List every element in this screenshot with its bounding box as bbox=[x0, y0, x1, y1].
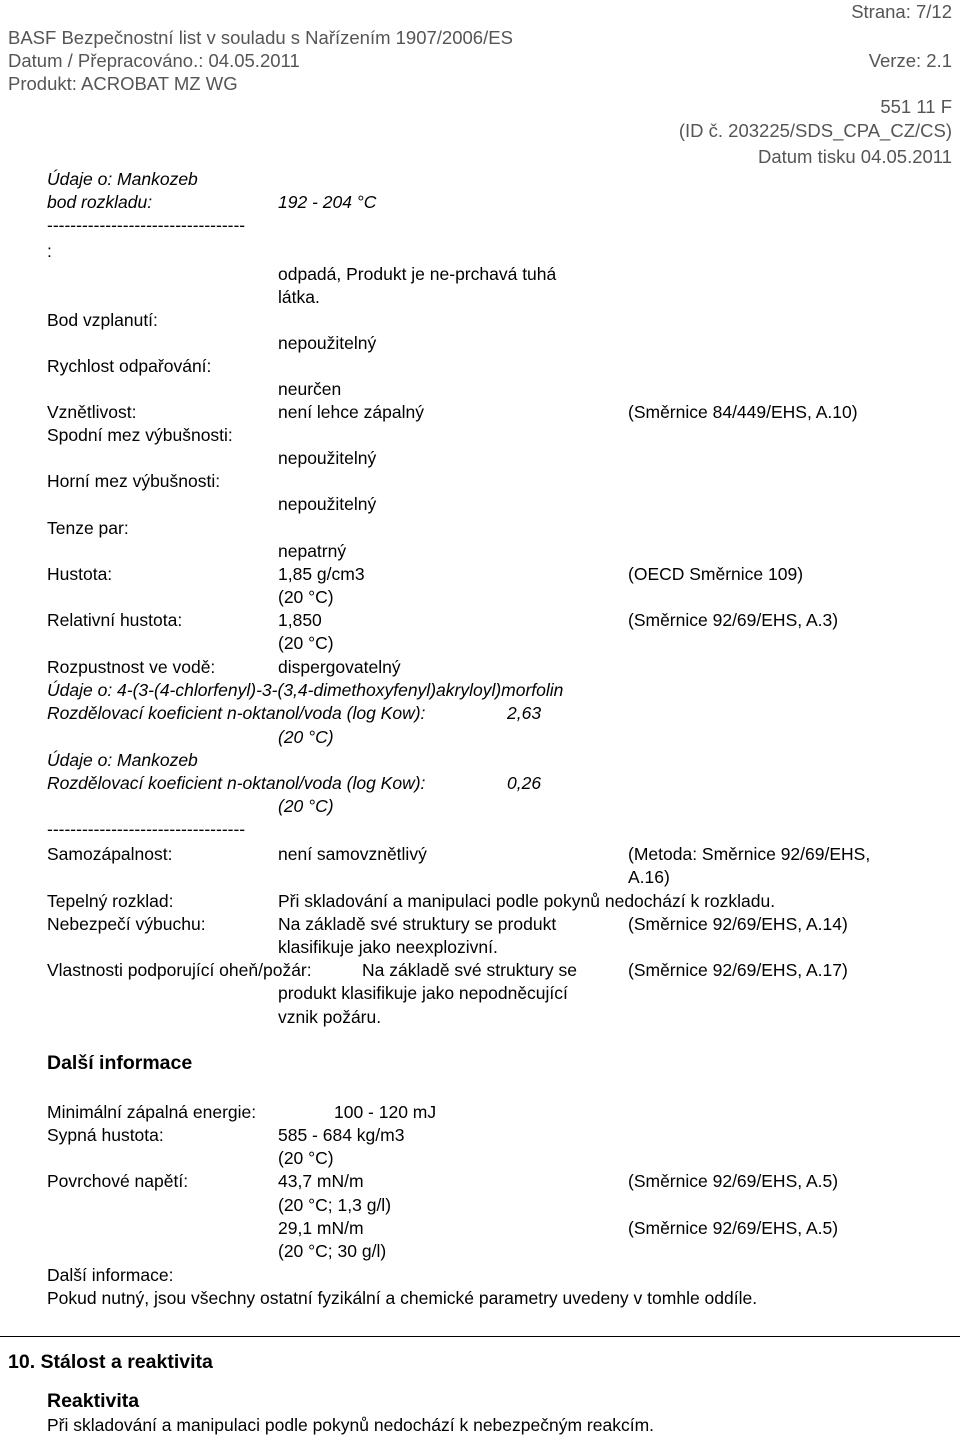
reactivity-text: Při skladování a manipulaci podle pokynů nedochází k nebezpečným reakcím. bbox=[47, 1415, 655, 1435]
flash-point-value: nepoužitelný bbox=[278, 333, 377, 353]
substance-heading: Údaje o: Mankozeb bbox=[47, 169, 198, 189]
flammability-value: není lehce zápalný bbox=[278, 402, 424, 422]
oxidizing-properties-value-line3: vznik požáru. bbox=[278, 1007, 382, 1027]
partition-coefficient-value: 2,63 bbox=[507, 703, 542, 723]
partition-coefficient-label: Rozdělovací koeficient n-oktanol/voda (log Kow): bbox=[47, 703, 426, 723]
self-ignition-method-line2: A.16) bbox=[628, 867, 670, 887]
separator-line: ---------------------------------- bbox=[47, 215, 246, 235]
flash-point-label: Bod vzplanutí: bbox=[47, 310, 158, 330]
product-name: Produkt: ACROBAT MZ WG bbox=[8, 73, 238, 94]
lower-explosion-limit-label: Spodní mez výbušnosti: bbox=[47, 425, 233, 445]
vapour-pressure-value: nepatrný bbox=[278, 541, 347, 561]
explosion-hazard-label: Nebezpečí výbuchu: bbox=[47, 914, 206, 934]
thermal-decomposition-label: Tepelný rozklad: bbox=[47, 891, 174, 911]
explosion-hazard-value-line1: Na základě své struktury se produkt bbox=[278, 914, 557, 934]
explosion-hazard-value-line2: klasifikuje jako neexplozivní. bbox=[278, 937, 498, 957]
reactivity-heading: Reaktivita bbox=[47, 1390, 140, 1412]
density-label: Hustota: bbox=[47, 564, 113, 584]
boiling-note-line1: odpadá, Produkt je ne-prchavá tuhá bbox=[278, 264, 557, 284]
relative-density-value: 1,850 bbox=[278, 610, 322, 630]
density-condition: (20 °C) bbox=[278, 587, 334, 607]
document-id: (ID č. 203225/SDS_CPA_CZ/CS) bbox=[678, 120, 952, 141]
boiling-note-line2: látka. bbox=[278, 287, 320, 307]
surface-tension-method-2: (Směrnice 92/69/EHS, A.5) bbox=[628, 1218, 839, 1238]
partition-coefficient-label-2: Rozdělovací koeficient n-oktanol/voda (log Kow): bbox=[47, 773, 426, 793]
upper-explosion-limit-label: Horní mez výbušnosti: bbox=[47, 471, 221, 491]
flammability-method: (Směrnice 84/449/EHS, A.10) bbox=[628, 402, 858, 422]
bulk-density-condition: (20 °C) bbox=[278, 1148, 334, 1168]
relative-density-condition: (20 °C) bbox=[278, 633, 334, 653]
self-ignition-value: není samovznětlivý bbox=[278, 844, 427, 864]
decomposition-label: bod rozkladu: bbox=[47, 192, 153, 212]
print-date: Datum tisku 04.05.2011 bbox=[757, 146, 952, 167]
evaporation-label: Rychlost odpařování: bbox=[47, 356, 212, 376]
bulk-density-value: 585 - 684 kg/m3 bbox=[278, 1125, 405, 1145]
self-ignition-label: Samozápalnost: bbox=[47, 844, 173, 864]
min-ignition-energy-label: Minimální zápalná energie: bbox=[47, 1102, 257, 1122]
density-method: (OECD Směrnice 109) bbox=[628, 564, 804, 584]
section-10-title: 10. Stálost a reaktivita bbox=[8, 1351, 213, 1373]
surface-tension-condition-2: (20 °C; 30 g/l) bbox=[278, 1241, 387, 1261]
relative-density-label: Relativní hustota: bbox=[47, 610, 183, 630]
upper-explosion-limit-value: nepoužitelný bbox=[278, 494, 377, 514]
oxidizing-properties-value-line1: Na základě své struktury se bbox=[362, 960, 577, 980]
surface-tension-value-2: 29,1 mN/m bbox=[278, 1218, 364, 1238]
document-title: BASF Bezpečnostní list v souladu s Nařízením 1907/2006/ES bbox=[8, 27, 513, 48]
relative-density-method: (Směrnice 92/69/EHS, A.3) bbox=[628, 610, 839, 630]
oxidizing-properties-label: Vlastnosti podporující oheň/požár: bbox=[47, 960, 312, 980]
revision-date: Datum / Přepracováno.: 04.05.2011 bbox=[8, 50, 300, 71]
water-solubility-label: Rozpustnost ve vodě: bbox=[47, 657, 216, 677]
substance-heading-2: Údaje o: 4-(3-(4-chlorfenyl)-3-(3,4-dimethoxyfenyl)akryloyl)morfolin bbox=[47, 680, 564, 700]
surface-tension-condition-1: (20 °C; 1,3 g/l) bbox=[278, 1195, 392, 1215]
thermal-decomposition-value: Při skladování a manipulaci podle pokynů nedochází k rozkladu. bbox=[278, 891, 776, 911]
partition-coefficient-condition-2: (20 °C) bbox=[278, 796, 334, 816]
partition-coefficient-condition: (20 °C) bbox=[278, 727, 334, 747]
page-number: Strana: 7/12 bbox=[851, 1, 952, 22]
density-value: 1,85 g/cm3 bbox=[278, 564, 365, 584]
partition-coefficient-value-2: 0,26 bbox=[507, 773, 542, 793]
flammability-label: Vznětlivost: bbox=[47, 402, 137, 422]
water-solubility-value: dispergovatelný bbox=[278, 657, 401, 677]
more-info-text: Pokud nutný, jsou všechny ostatní fyzikální a chemické parametry uvedeny v tomhle oddíle. bbox=[47, 1288, 758, 1308]
separator-line-2: ---------------------------------- bbox=[47, 819, 246, 839]
bulk-density-label: Sypná hustota: bbox=[47, 1125, 164, 1145]
decomposition-value: 192 - 204 °C bbox=[278, 192, 377, 212]
explosion-hazard-method: (Směrnice 92/69/EHS, A.14) bbox=[628, 914, 848, 934]
product-code: 551 11 F bbox=[880, 96, 952, 117]
surface-tension-method-1: (Směrnice 92/69/EHS, A.5) bbox=[628, 1171, 839, 1191]
version: Verze: 2.1 bbox=[868, 50, 952, 71]
self-ignition-method-line1: (Metoda: Směrnice 92/69/EHS, bbox=[628, 844, 871, 864]
more-info-label: Další informace: bbox=[47, 1265, 174, 1285]
vapour-pressure-label: Tenze par: bbox=[47, 518, 129, 538]
substance-heading-3: Údaje o: Mankozeb bbox=[47, 750, 198, 770]
separator-colon: : bbox=[47, 241, 52, 261]
lower-explosion-limit-value: nepoužitelný bbox=[278, 448, 377, 468]
oxidizing-properties-value-line2: produkt klasifikuje jako nepodněcující bbox=[278, 983, 568, 1003]
further-information-heading: Další informace bbox=[47, 1052, 193, 1074]
surface-tension-value-1: 43,7 mN/m bbox=[278, 1171, 364, 1191]
oxidizing-properties-method: (Směrnice 92/69/EHS, A.17) bbox=[628, 960, 848, 980]
section-divider bbox=[0, 1336, 960, 1337]
evaporation-value: neurčen bbox=[278, 379, 342, 399]
min-ignition-energy-value: 100 - 120 mJ bbox=[334, 1102, 437, 1122]
surface-tension-label: Povrchové napětí: bbox=[47, 1171, 189, 1191]
